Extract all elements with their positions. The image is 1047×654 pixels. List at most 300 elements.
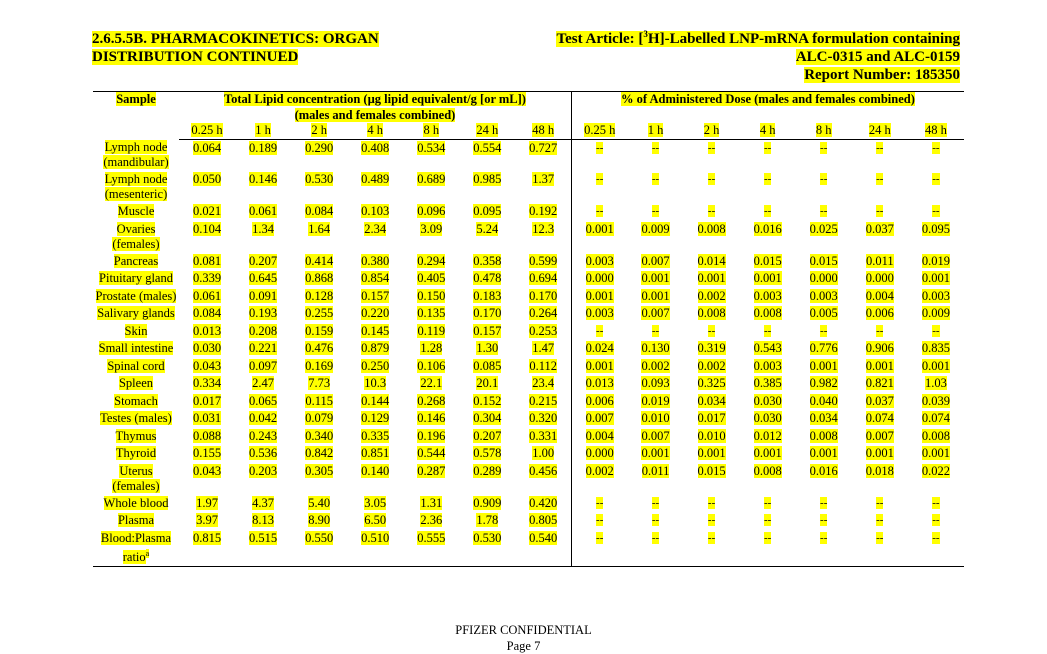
percent-dose-cell: 0.001 bbox=[809, 358, 838, 373]
sample-name: Muscle bbox=[117, 204, 155, 218]
sample-name: Plasma bbox=[117, 513, 155, 527]
lipid-concentration-cell: 0.189 bbox=[249, 140, 278, 155]
percent-dose-cell: 0.025 bbox=[809, 221, 838, 236]
lipid-concentration-cell: 0.331 bbox=[529, 428, 558, 443]
lipid-concentration-cell: 0.103 bbox=[361, 204, 390, 218]
percent-dose-cell: -- bbox=[820, 496, 828, 509]
lipid-concentration-cell: 0.159 bbox=[305, 323, 334, 338]
lipid-concentration-cell: 0.215 bbox=[529, 393, 558, 408]
lipid-concentration-cell: 0.061 bbox=[192, 288, 222, 303]
lipid-concentration-cell: 1.37 bbox=[532, 172, 555, 186]
lipid-concentration-cell: 4.37 bbox=[252, 495, 275, 510]
lipid-concentration-cell: 0.879 bbox=[361, 341, 390, 355]
percent-dose-cell: 0.008 bbox=[753, 463, 782, 478]
percent-dose-cell: 0.007 bbox=[641, 428, 670, 443]
percent-dose-cell: 0.014 bbox=[697, 253, 726, 268]
percent-dose-cell: 0.130 bbox=[641, 341, 670, 355]
percent-dose-cell: -- bbox=[684, 530, 740, 567]
timepoint-header-conc: 8 h bbox=[403, 123, 459, 139]
lipid-concentration-cell: 6.50 bbox=[364, 513, 387, 527]
sample-name: Prostate (males) bbox=[95, 288, 177, 303]
lipid-concentration-cell: 0.358 bbox=[473, 253, 502, 268]
percent-dose-cell: 0.039 bbox=[921, 393, 950, 408]
lipid-concentration-cell: 0.135 bbox=[417, 306, 446, 320]
table-row bbox=[93, 530, 964, 567]
percent-dose-cell: 0.007 bbox=[865, 428, 894, 443]
percent-dose-cell: 0.024 bbox=[571, 340, 627, 358]
percent-dose-cell: 0.008 bbox=[753, 306, 782, 320]
lipid-concentration-cell: 0.203 bbox=[249, 463, 278, 478]
percent-dose-cell: -- bbox=[876, 141, 884, 154]
table-row bbox=[93, 463, 964, 495]
lipid-concentration-cell: 0.555 bbox=[403, 530, 459, 567]
timepoint-header-dose: 0.25 h bbox=[571, 123, 627, 139]
sample-name: Lymph node (mesenteric) bbox=[104, 172, 168, 201]
percent-dose-cell: -- bbox=[651, 173, 660, 185]
sample-name: Thymus bbox=[115, 428, 157, 443]
percent-dose-cell: -- bbox=[740, 530, 796, 567]
timepoint-header-conc: 48 h bbox=[515, 123, 571, 139]
percent-dose-cell: 0.001 bbox=[641, 271, 670, 285]
percent-dose-cell: -- bbox=[651, 324, 660, 337]
lipid-concentration-cell: 0.985 bbox=[473, 172, 502, 186]
table-row bbox=[93, 410, 964, 428]
timepoint-header-row bbox=[93, 123, 964, 139]
lipid-concentration-cell: 0.268 bbox=[417, 393, 446, 408]
lipid-concentration-cell: 0.476 bbox=[305, 341, 334, 355]
table-row bbox=[93, 139, 964, 171]
percent-dose-cell: -- bbox=[571, 139, 627, 171]
percent-dose-cell: 0.008 bbox=[921, 428, 950, 443]
percent-dose-cell: 0.001 bbox=[753, 446, 782, 460]
lipid-concentration-cell: 0.334 bbox=[192, 376, 222, 390]
lipid-concentration-cell: 0.183 bbox=[473, 288, 502, 303]
percent-dose-cell: 0.001 bbox=[697, 446, 726, 460]
percent-dose-cell: -- bbox=[707, 496, 716, 509]
percent-dose-cell: -- bbox=[707, 141, 716, 154]
lipid-concentration-cell: 0.842 bbox=[305, 446, 334, 460]
lipid-concentration-cell: 0.140 bbox=[361, 463, 390, 478]
test-article-block bbox=[480, 30, 960, 84]
test-article-line1 bbox=[556, 31, 960, 47]
lipid-concentration-cell: 0.091 bbox=[249, 288, 278, 303]
percent-dose-cell: 0.037 bbox=[865, 393, 894, 408]
lipid-concentration-cell: 0.304 bbox=[473, 411, 502, 425]
lipid-concentration-cell: 0.287 bbox=[417, 463, 446, 478]
confidential-label: PFIZER CONFIDENTIAL bbox=[455, 623, 592, 637]
percent-dose-cell: 1.03 bbox=[924, 376, 947, 390]
percent-dose-cell: -- bbox=[571, 495, 627, 513]
lipid-concentration-cell: 0.152 bbox=[473, 393, 502, 408]
lipid-concentration-cell: 0.170 bbox=[473, 306, 502, 320]
timepoint-header-dose: 2 h bbox=[684, 123, 740, 139]
lipid-concentration-cell: 0.050 bbox=[192, 172, 222, 186]
table-row bbox=[93, 358, 964, 376]
lipid-concentration-cell: 0.115 bbox=[305, 393, 333, 408]
table-body bbox=[93, 139, 964, 566]
lipid-concentration-cell: 0.150 bbox=[417, 288, 446, 303]
percent-dose-cell: -- bbox=[707, 324, 716, 337]
lipid-concentration-cell: 0.530 bbox=[305, 172, 334, 186]
percent-dose-cell: 0.001 bbox=[571, 221, 627, 253]
percent-dose-cell: 0.008 bbox=[809, 428, 838, 443]
lipid-concentration-cell: 0.294 bbox=[417, 253, 446, 268]
percent-dose-cell: -- bbox=[908, 530, 964, 567]
percent-dose-cell: 0.015 bbox=[809, 253, 838, 268]
percent-dose-cell: -- bbox=[571, 203, 627, 221]
percent-dose-cell: 0.030 bbox=[753, 411, 782, 425]
lipid-concentration-cell: 2.47 bbox=[252, 376, 275, 390]
lipid-concentration-cell: 0.220 bbox=[361, 306, 390, 320]
lipid-concentration-cell: 0.689 bbox=[417, 172, 446, 186]
percent-dose-cell: -- bbox=[820, 324, 828, 337]
sample-name: Pituitary gland bbox=[99, 271, 173, 285]
sample-name: Spleen bbox=[118, 376, 154, 390]
percent-dose-cell: 0.001 bbox=[641, 446, 670, 460]
percent-dose-cell: 0.093 bbox=[641, 376, 670, 390]
percent-dose-cell: 0.010 bbox=[641, 411, 670, 425]
percent-dose-cell: -- bbox=[763, 141, 772, 154]
percent-dose-cell: 0.001 bbox=[641, 288, 670, 303]
lipid-concentration-cell: 0.530 bbox=[459, 530, 515, 567]
percent-dose-cell: -- bbox=[651, 514, 660, 526]
percent-dose-cell: 0.007 bbox=[571, 410, 627, 428]
lipid-concentration-cell: 0.305 bbox=[305, 463, 334, 478]
lipid-concentration-cell: 0.144 bbox=[361, 393, 390, 408]
lipid-concentration-cell: 1.34 bbox=[252, 221, 275, 236]
lipid-concentration-cell: 0.170 bbox=[529, 288, 558, 303]
test-article-line2: ALC-0315 and ALC-0159 bbox=[795, 49, 960, 65]
percent-dose-cell: 0.001 bbox=[921, 446, 950, 460]
percent-dose-cell: -- bbox=[932, 514, 940, 526]
percent-dose-cell: -- bbox=[876, 205, 884, 217]
percent-dose-cell: 0.385 bbox=[753, 376, 782, 390]
percent-dose-cell: 0.022 bbox=[921, 463, 950, 478]
section-heading-line1: 2.6.5.5B. PHARMACOKINETICS: ORGAN bbox=[92, 31, 379, 47]
percent-dose-cell: 0.906 bbox=[865, 341, 894, 355]
sample-name: Whole blood bbox=[103, 495, 169, 510]
lipid-concentration-cell: 1.64 bbox=[308, 221, 331, 236]
percent-dose-cell: 0.037 bbox=[865, 221, 894, 236]
percent-dose-cell: 0.001 bbox=[571, 358, 627, 376]
percent-dose-cell: 0.015 bbox=[753, 253, 782, 268]
percent-dose-cell: -- bbox=[651, 496, 660, 509]
percent-dose-cell: 0.009 bbox=[921, 306, 950, 320]
percent-dose-cell: -- bbox=[820, 173, 828, 185]
sample-name: Ovaries (females) bbox=[112, 221, 160, 251]
lipid-concentration-cell: 0.088 bbox=[192, 428, 222, 443]
lipid-concentration-cell: 0.599 bbox=[529, 253, 558, 268]
sample-name: Stomach bbox=[114, 393, 158, 408]
page-number: Page 7 bbox=[506, 639, 541, 653]
lipid-concentration-cell: 0.079 bbox=[305, 411, 334, 425]
percent-dose-cell: -- bbox=[763, 173, 772, 185]
lipid-concentration-cell: 1.47 bbox=[532, 341, 555, 355]
percent-dose-cell: 0.001 bbox=[865, 358, 894, 373]
percent-dose-cell: 0.003 bbox=[921, 288, 950, 303]
percent-dose-cell: 0.019 bbox=[921, 253, 950, 268]
lipid-concentration-cell: 10.3 bbox=[364, 376, 387, 390]
percent-dose-cell: 0.007 bbox=[641, 306, 670, 320]
percent-dose-cell: 0.017 bbox=[697, 411, 726, 425]
lipid-concentration-cell: 1.30 bbox=[476, 341, 499, 355]
sample-name: Testes (males) bbox=[100, 411, 172, 425]
test-article-superscript: 3 bbox=[643, 29, 648, 39]
percent-dose-cell: 0.034 bbox=[697, 393, 726, 408]
lipid-concentration-cell: 0.207 bbox=[249, 253, 278, 268]
lipid-concentration-cell: 0.290 bbox=[305, 140, 334, 155]
table-row bbox=[93, 512, 964, 530]
percent-dose-cell: -- bbox=[707, 205, 716, 217]
lipid-concentration-cell: 23.4 bbox=[532, 376, 555, 390]
lipid-concentration-cell: 0.339 bbox=[192, 271, 222, 285]
percent-dose-cell: 0.821 bbox=[865, 376, 894, 390]
lipid-concentration-cell: 20.1 bbox=[476, 376, 499, 390]
percent-dose-cell: 0.018 bbox=[865, 463, 894, 478]
percent-dose-cell: 0.005 bbox=[809, 306, 838, 320]
percent-dose-cell: 0.019 bbox=[641, 393, 670, 408]
lipid-concentration-cell: 0.030 bbox=[192, 341, 222, 355]
percent-dose-cell: 0.000 bbox=[865, 271, 894, 285]
footnote-marker: a bbox=[145, 548, 150, 558]
lipid-concentration-cell: 0.405 bbox=[417, 271, 446, 285]
percent-dose-cell: -- bbox=[932, 496, 940, 509]
lipid-concentration-cell: 0.043 bbox=[192, 358, 222, 373]
lipid-concentration-cell: 0.854 bbox=[361, 271, 390, 285]
percent-dose-cell: -- bbox=[852, 530, 908, 567]
lipid-concentration-cell: 0.320 bbox=[529, 411, 558, 425]
lipid-concentration-cell: 0.414 bbox=[305, 253, 334, 268]
sample-name: Salivary glands bbox=[97, 306, 175, 320]
percent-dose-cell: 0.016 bbox=[753, 221, 782, 236]
sample-name: Uterus (females) bbox=[112, 463, 160, 493]
lipid-concentration-cell: 0.510 bbox=[347, 530, 403, 567]
percent-dose-cell: -- bbox=[571, 323, 627, 341]
lipid-concentration-cell: 0.534 bbox=[417, 140, 446, 155]
percent-dose-cell: 0.001 bbox=[697, 271, 726, 285]
percent-dose-cell: -- bbox=[820, 205, 828, 217]
lipid-concentration-cell: 0.193 bbox=[249, 306, 278, 320]
percent-dose-cell: -- bbox=[820, 141, 828, 154]
lipid-concentration-cell: 0.196 bbox=[417, 428, 446, 443]
percent-dose-cell: 0.835 bbox=[921, 341, 950, 355]
lipid-concentration-cell: 22.1 bbox=[420, 376, 443, 390]
lipid-concentration-cell: 0.104 bbox=[192, 221, 222, 236]
section-heading bbox=[92, 30, 472, 66]
lipid-concentration-cell: 0.221 bbox=[249, 341, 278, 355]
lipid-concentration-cell: 0.207 bbox=[473, 428, 502, 443]
percent-dose-cell: 0.034 bbox=[809, 411, 838, 425]
percent-dose-cell: -- bbox=[763, 514, 772, 526]
table-row bbox=[93, 428, 964, 446]
percent-dose-cell: -- bbox=[876, 514, 884, 526]
percent-dose-cell: -- bbox=[571, 512, 627, 530]
percent-dose-cell: 0.004 bbox=[865, 288, 894, 303]
lipid-concentration-cell: 0.081 bbox=[192, 253, 222, 268]
lipid-concentration-cell: 0.550 bbox=[291, 530, 347, 567]
timepoint-header-dose: 48 h bbox=[908, 123, 964, 139]
percent-dose-cell: 0.074 bbox=[865, 411, 894, 425]
lipid-concentration-cell: 0.456 bbox=[529, 463, 558, 478]
percent-dose-cell: -- bbox=[820, 514, 828, 526]
lipid-concentration-cell: 3.97 bbox=[196, 513, 218, 527]
percent-dose-cell: 0.006 bbox=[865, 306, 894, 320]
lipid-concentration-cell: 0.420 bbox=[529, 495, 558, 510]
percent-dose-cell: 0.776 bbox=[809, 341, 838, 355]
table-row bbox=[93, 253, 964, 271]
timepoint-header-dose: 8 h bbox=[796, 123, 852, 139]
percent-dose-cell: 0.011 bbox=[865, 253, 894, 268]
table-row bbox=[93, 203, 964, 221]
lipid-concentration-cell: 0.031 bbox=[192, 411, 222, 425]
lipid-concentration-cell: 0.805 bbox=[529, 513, 558, 527]
lipid-concentration-cell: 0.084 bbox=[305, 204, 334, 218]
table-row bbox=[93, 495, 964, 513]
lipid-concentration-cell: 0.478 bbox=[473, 271, 502, 285]
lipid-concentration-cell: 0.085 bbox=[473, 358, 502, 373]
lipid-concentration-cell: 0.645 bbox=[249, 271, 278, 285]
lipid-concentration-cell: 0.540 bbox=[515, 530, 571, 567]
lipid-concentration-cell: 0.868 bbox=[305, 271, 334, 285]
lipid-concentration-cell: 0.064 bbox=[192, 140, 222, 155]
percent-dose-cell: 0.016 bbox=[809, 463, 838, 478]
lipid-concentration-cell: 0.155 bbox=[192, 446, 222, 460]
percent-dose-cell: -- bbox=[932, 173, 940, 185]
lipid-concentration-cell: 1.78 bbox=[476, 513, 499, 527]
page-footer bbox=[0, 622, 1047, 654]
percent-dose-cell: 0.002 bbox=[571, 463, 627, 495]
timepoint-header-conc: 24 h bbox=[459, 123, 515, 139]
test-article-prefix: Test Article: [ bbox=[556, 31, 644, 47]
lipid-concentration-cell: 0.013 bbox=[192, 323, 222, 338]
report-number: Report Number: 185350 bbox=[804, 67, 960, 83]
percent-dose-cell: 0.004 bbox=[571, 428, 627, 446]
lipid-concentration-cell: 0.119 bbox=[417, 323, 446, 338]
lipid-concentration-cell: 0.253 bbox=[529, 323, 558, 338]
percent-dose-cell: 0.030 bbox=[753, 393, 782, 408]
percent-dose-cell: 0.074 bbox=[921, 411, 950, 425]
lipid-concentration-cell: 8.90 bbox=[308, 513, 331, 527]
lipid-concentration-cell: 0.017 bbox=[192, 393, 222, 408]
lipid-concentration-cell: 0.727 bbox=[529, 140, 558, 155]
percent-dose-cell: 0.003 bbox=[571, 253, 627, 271]
lipid-concentration-cell: 0.255 bbox=[305, 306, 334, 320]
percent-dose-cell: 0.095 bbox=[921, 221, 950, 236]
percent-dose-cell: 0.015 bbox=[697, 463, 726, 478]
lipid-concentration-cell: 0.157 bbox=[473, 323, 502, 338]
percent-dose-cell: 0.003 bbox=[753, 288, 782, 303]
lipid-concentration-cell: 2.36 bbox=[420, 513, 443, 527]
pk-distribution-table bbox=[93, 91, 964, 567]
percent-dose-cell: 0.002 bbox=[641, 358, 670, 373]
percent-dose-cell: -- bbox=[763, 324, 772, 337]
percent-dose-cell: 0.012 bbox=[753, 428, 782, 443]
lipid-concentration-cell: 0.536 bbox=[249, 446, 278, 460]
lipid-concentration-cell: 2.34 bbox=[364, 221, 387, 236]
sample-header: Sample bbox=[93, 92, 179, 140]
percent-dose-cell: -- bbox=[763, 496, 772, 509]
sample-name: Thyroid bbox=[115, 446, 157, 460]
total-lipid-header: Total Lipid concentration (µg lipid equivalent/g [or mL]) (males and females combined) bbox=[179, 92, 571, 124]
test-article-suffix: H]-Labelled LNP-mRNA formulation containing bbox=[647, 31, 960, 47]
percent-dose-cell: -- bbox=[651, 141, 660, 154]
lipid-concentration-cell: 0.084 bbox=[192, 306, 222, 320]
percent-dose-cell: 0.543 bbox=[753, 341, 782, 355]
section-heading-line2: DISTRIBUTION CONTINUED bbox=[92, 49, 299, 65]
lipid-concentration-cell: 0.096 bbox=[417, 204, 446, 218]
percent-dose-cell: -- bbox=[651, 205, 660, 217]
percent-dose-cell: 0.002 bbox=[697, 288, 726, 303]
lipid-concentration-cell: 3.05 bbox=[364, 495, 387, 510]
percent-dose-cell: -- bbox=[876, 173, 884, 185]
sample-name: Spinal cord bbox=[107, 358, 165, 373]
percent-dose-cell: -- bbox=[628, 530, 684, 567]
percent-dose-cell: 0.002 bbox=[697, 358, 726, 373]
percent-dose-cell: 0.001 bbox=[921, 358, 950, 373]
percent-dose-cell: 0.001 bbox=[753, 271, 782, 285]
lipid-concentration-cell: 0.335 bbox=[361, 428, 390, 443]
lipid-concentration-cell: 3.09 bbox=[420, 221, 443, 236]
sample-name: Pancreas bbox=[113, 253, 159, 268]
timepoint-header-dose: 1 h bbox=[628, 123, 684, 139]
lipid-concentration-cell: 0.380 bbox=[361, 253, 390, 268]
sample-name: Blood:Plasma ratio$^a$ bbox=[93, 530, 179, 567]
percent-dose-cell: -- bbox=[876, 324, 884, 337]
lipid-concentration-cell: 0.157 bbox=[361, 288, 390, 303]
lipid-concentration-cell: 0.340 bbox=[305, 428, 334, 443]
percent-dose-cell: 0.008 bbox=[697, 221, 726, 236]
lipid-concentration-cell: 1.00 bbox=[532, 446, 555, 460]
percent-dose-cell: 0.000 bbox=[571, 445, 627, 463]
lipid-concentration-cell: 1.28 bbox=[420, 341, 443, 355]
lipid-concentration-cell: 7.73 bbox=[308, 376, 331, 390]
percent-dose-cell: -- bbox=[796, 530, 852, 567]
lipid-concentration-cell: 0.145 bbox=[361, 323, 390, 338]
percent-dose-cell: -- bbox=[707, 514, 716, 526]
lipid-concentration-cell: 0.128 bbox=[305, 288, 334, 303]
percent-dose-cell: -- bbox=[876, 496, 884, 509]
lipid-concentration-cell: 0.065 bbox=[249, 393, 278, 408]
lipid-concentration-cell: 0.112 bbox=[529, 358, 557, 373]
lipid-concentration-cell: 0.489 bbox=[361, 172, 390, 186]
percent-dose-cell: -- bbox=[571, 530, 627, 567]
percent-dose-cell: 0.001 bbox=[809, 446, 838, 460]
percent-dose-header: % of Administered Dose (males and females combined) bbox=[571, 92, 964, 124]
percent-dose-cell: 0.007 bbox=[641, 253, 670, 268]
table-row bbox=[93, 288, 964, 306]
percent-dose-cell: 0.010 bbox=[697, 428, 726, 443]
lipid-concentration-cell: 8.13 bbox=[252, 513, 275, 527]
lipid-concentration-cell: 0.061 bbox=[249, 204, 278, 218]
timepoint-header-conc: 2 h bbox=[291, 123, 347, 139]
lipid-concentration-cell: 0.106 bbox=[417, 358, 446, 373]
percent-dose-cell: 0.001 bbox=[571, 288, 627, 306]
percent-dose-cell: 0.325 bbox=[697, 376, 726, 390]
sample-name: Small intestine bbox=[98, 341, 174, 355]
lipid-concentration-cell: 0.097 bbox=[249, 358, 278, 373]
table-row bbox=[93, 221, 964, 253]
lipid-concentration-cell: 0.095 bbox=[473, 204, 502, 218]
percent-dose-cell: 0.009 bbox=[641, 221, 670, 236]
sample-name: Skin bbox=[124, 323, 148, 338]
lipid-concentration-cell: 0.146 bbox=[417, 411, 446, 425]
timepoint-header-dose: 4 h bbox=[740, 123, 796, 139]
lipid-concentration-cell: 0.578 bbox=[473, 446, 502, 460]
timepoint-header-conc: 4 h bbox=[347, 123, 403, 139]
percent-dose-cell: 0.319 bbox=[697, 341, 726, 355]
lipid-concentration-cell: 1.97 bbox=[196, 495, 218, 510]
percent-dose-cell: -- bbox=[932, 205, 940, 217]
